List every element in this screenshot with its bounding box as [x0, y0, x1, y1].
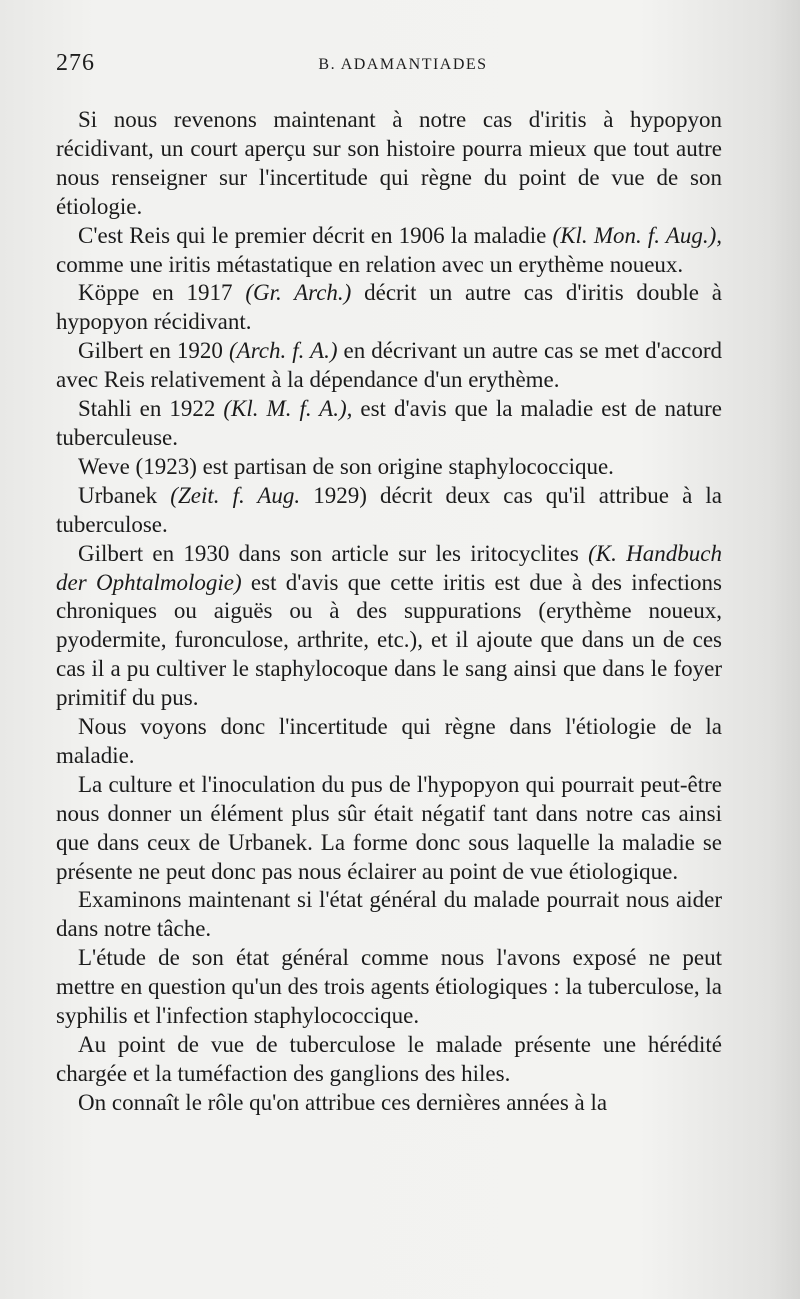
page-number: 276	[56, 50, 95, 76]
text-segment: Gilbert en 1930 dans son article sur les iritocyclites	[78, 540, 589, 566]
text-segment: 1929) décrit deux cas qu'il attribue à la tuberculose.	[56, 482, 722, 537]
citation-italic: (Kl. M. f. A.),	[223, 396, 353, 422]
paragraph	[56, 1031, 722, 1089]
text-segment: C'est Reis qui le premier décrit en 1906 la maladie	[78, 222, 553, 248]
paragraph	[56, 713, 722, 771]
paragraph	[56, 106, 722, 222]
paragraph	[56, 886, 722, 944]
text-segment: Köppe en 1917	[78, 280, 246, 306]
citation-italic: (Kl. Mon. f. Aug.),	[552, 222, 723, 248]
paragraph	[56, 944, 722, 1031]
text-segment: L'étude de son état général comme nous l'avons exposé ne peut mettre en question qu'un des trois agents étiologiques : la tuberculose, la syphilis et l'infection staphylococcique.	[56, 945, 722, 1029]
paragraph	[56, 279, 722, 337]
text-segment: comme une iritis métastatique en relation avec un erythème noueux.	[56, 251, 684, 277]
text-segment: est d'avis que la maladie est de nature tuberculeuse.	[56, 396, 722, 450]
body-text	[56, 106, 722, 1118]
page-header	[56, 50, 720, 80]
paragraph	[56, 222, 722, 280]
text-segment: Examinons maintenant si l'état général du malade pourrait nous aider dans notre tâche.	[56, 887, 722, 942]
citation-italic: (Gr. Arch.)	[245, 280, 352, 306]
citation-italic: (Zeit. f. Aug.	[170, 482, 301, 508]
text-segment: Si nous revenons maintenant à notre cas d'iritis à hypopyon récidivant, un court aperçu sur son histoire pourra mieux que tout autre nous renseigner sur l'incertitude qui règne du point de vue de son étiologie.	[56, 107, 722, 219]
text-segment: en décrivant un autre cas se met d'accord avec Reis relativement à la dépendance d'un erythème.	[56, 338, 723, 393]
text-segment: Stahli en 1922	[78, 396, 224, 422]
paragraph	[56, 453, 722, 482]
paragraph	[56, 337, 722, 395]
paragraph	[56, 1089, 722, 1118]
citation-italic: (Arch. f. A.)	[228, 338, 338, 364]
running-head: B. ADAMANTIADES	[318, 56, 488, 73]
text-segment: Urbanek	[78, 482, 171, 508]
paragraph	[56, 482, 722, 540]
text-segment: Au point de vue de tuberculose le malade présente une hérédité chargée et la tuméfaction des ganglions des hiles.	[56, 1032, 722, 1086]
text-segment: La culture et l'inoculation du pus de l'hypopyon qui pourrait peut-être nous donner un élément plus sûr était négatif tant dans notre cas ainsi que dans ceux de Urbanek. La forme donc sous laquelle la maladie se présente ne peut donc pas nous éclairer au point de vue étiologique.	[56, 771, 722, 884]
citation-italic: (K. Handbuch der Ophtalmologie)	[56, 540, 722, 595]
text-segment: décrit un autre cas d'iritis double à hypopyon récidivant.	[56, 280, 722, 335]
text-segment: Nous voyons donc l'incertitude qui règne dans l'étiologie de la maladie.	[56, 714, 722, 768]
paragraph	[56, 395, 722, 453]
paragraph	[56, 540, 722, 713]
text-segment: est d'avis que cette iritis est due à des infections chroniques ou aiguës ou à des suppurations (erythème noueux, pyodermite, furonculose, arthrite, etc.), et il ajoute que dans un de ces cas il a pu cultiver le staphylocoque dans le sang ainsi que dans le foyer primitif du pus.	[56, 569, 723, 711]
text-segment: Gilbert en 1920	[78, 338, 229, 364]
text-segment: Weve (1923) est partisan de son origine staphylococcique.	[78, 453, 614, 479]
paragraph	[56, 771, 722, 887]
text-segment: On connaît le rôle qu'on attribue ces dernières années à la	[78, 1089, 608, 1115]
